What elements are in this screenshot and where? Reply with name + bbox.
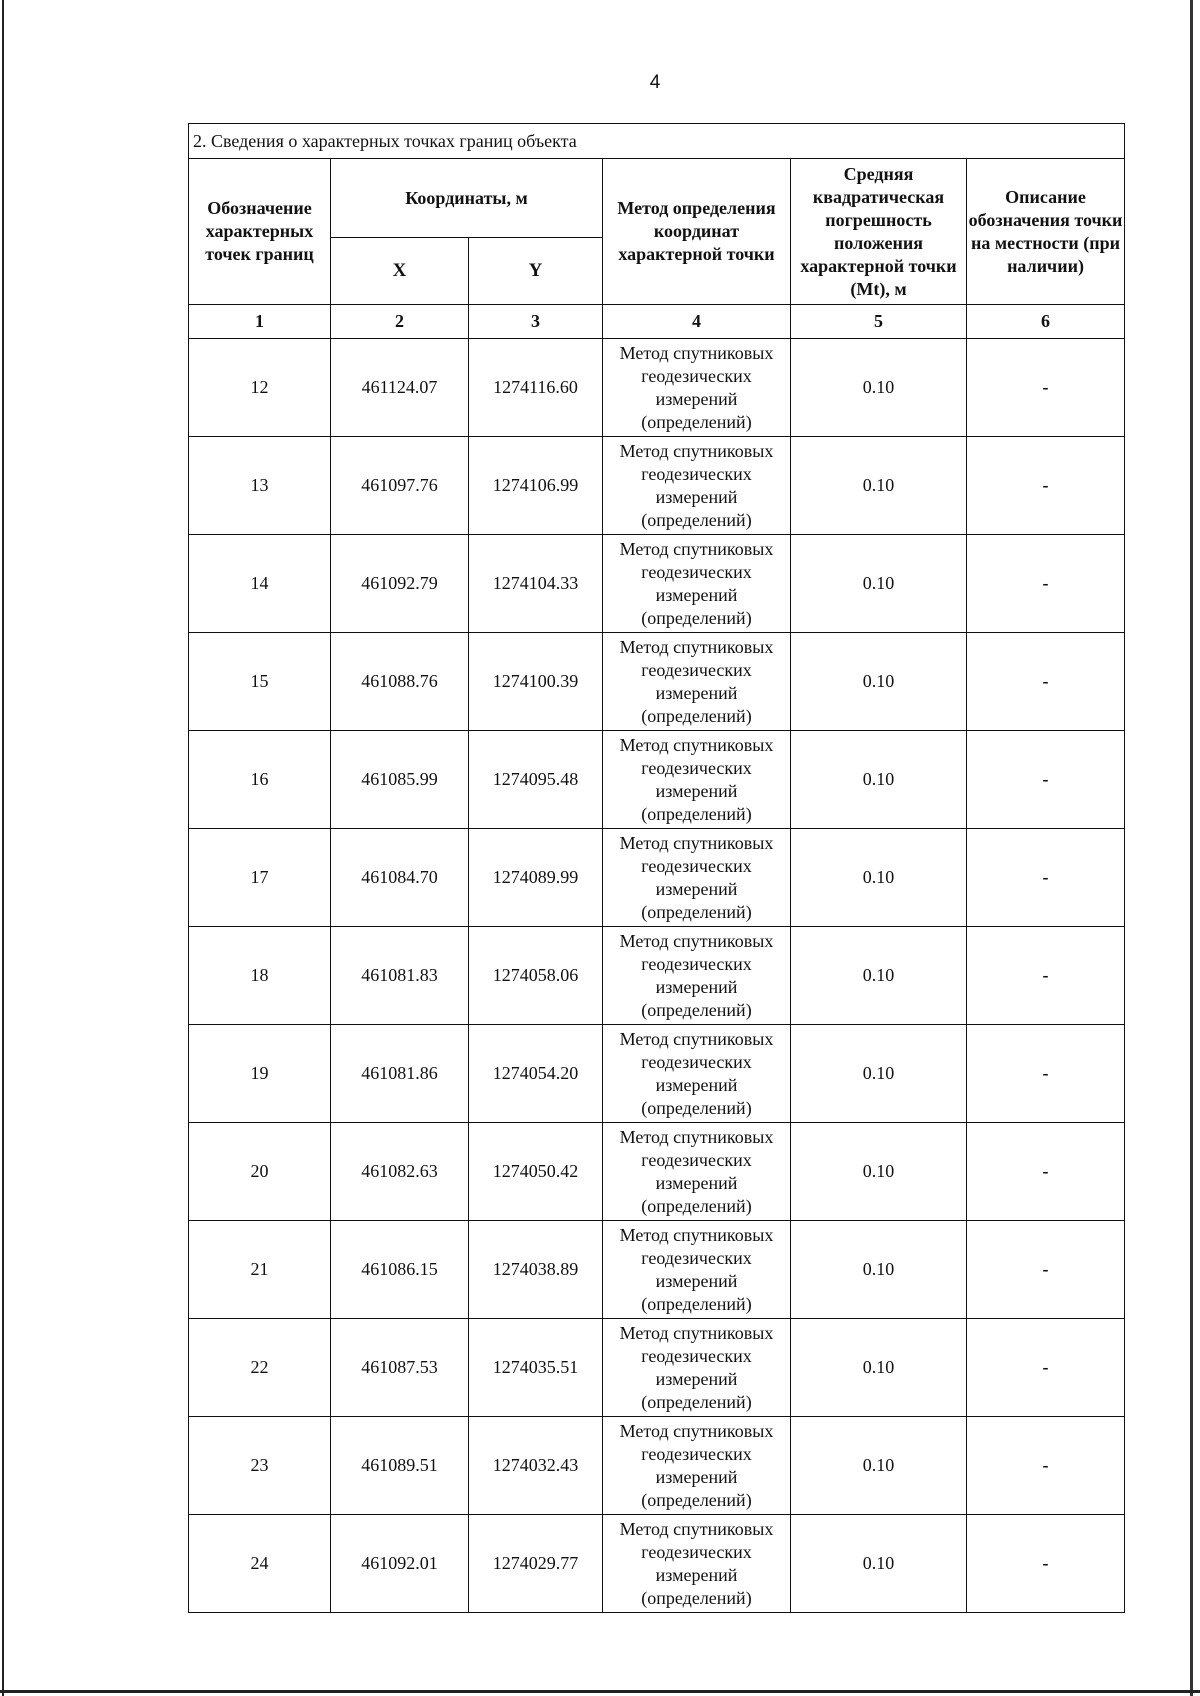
point-cell: 13 <box>189 437 331 535</box>
column-number: 2 <box>331 305 469 339</box>
method-cell: Метод спутниковых геодезических измерений (определений) <box>603 1221 791 1319</box>
table-row <box>189 1319 1125 1417</box>
x-coordinate-cell: 461082.63 <box>331 1123 469 1221</box>
x-coordinate-cell: 461089.51 <box>331 1417 469 1515</box>
point-cell: 17 <box>189 829 331 927</box>
column-number: 4 <box>603 305 791 339</box>
method-cell: Метод спутниковых геодезических измерений (определений) <box>603 731 791 829</box>
method-cell: Метод спутниковых геодезических измерений (определений) <box>603 437 791 535</box>
method-cell: Метод спутниковых геодезических измерений (определений) <box>603 1515 791 1613</box>
table-row <box>189 437 1125 535</box>
page-number: 4 <box>649 72 661 93</box>
boundary-points-table <box>188 123 1125 1613</box>
method-cell: Метод спутниковых геодезических измерений (определений) <box>603 927 791 1025</box>
mean-error-cell: 0.10 <box>791 535 967 633</box>
description-cell: - <box>967 1221 1125 1319</box>
header-method: Метод определения координат характерной точки <box>603 159 791 305</box>
mean-error-cell: 0.10 <box>791 829 967 927</box>
x-coordinate-cell: 461092.01 <box>331 1515 469 1613</box>
point-cell: 14 <box>189 535 331 633</box>
mean-error-cell: 0.10 <box>791 731 967 829</box>
column-number: 1 <box>189 305 331 339</box>
header-row-top <box>189 159 1125 238</box>
y-coordinate-cell: 1274050.42 <box>469 1123 603 1221</box>
y-coordinate-cell: 1274100.39 <box>469 633 603 731</box>
table-row <box>189 1221 1125 1319</box>
point-cell: 18 <box>189 927 331 1025</box>
table-row <box>189 829 1125 927</box>
description-cell: - <box>967 1123 1125 1221</box>
y-coordinate-cell: 1274035.51 <box>469 1319 603 1417</box>
mean-error-cell: 0.10 <box>791 927 967 1025</box>
x-coordinate-cell: 461087.53 <box>331 1319 469 1417</box>
point-cell: 23 <box>189 1417 331 1515</box>
x-coordinate-cell: 461088.76 <box>331 633 469 731</box>
y-coordinate-cell: 1274104.33 <box>469 535 603 633</box>
point-cell: 24 <box>189 1515 331 1613</box>
point-cell: 22 <box>189 1319 331 1417</box>
x-coordinate-cell: 461081.86 <box>331 1025 469 1123</box>
column-number: 5 <box>791 305 967 339</box>
header-y: Y <box>469 238 603 305</box>
method-cell: Метод спутниковых геодезических измерений (определений) <box>603 1319 791 1417</box>
table-row <box>189 731 1125 829</box>
y-coordinate-cell: 1274089.99 <box>469 829 603 927</box>
x-coordinate-cell: 461097.76 <box>331 437 469 535</box>
point-cell: 20 <box>189 1123 331 1221</box>
mean-error-cell: 0.10 <box>791 1515 967 1613</box>
method-cell: Метод спутниковых геодезических измерений (определений) <box>603 339 791 437</box>
method-cell: Метод спутниковых геодезических измерений (определений) <box>603 633 791 731</box>
point-cell: 21 <box>189 1221 331 1319</box>
mean-error-cell: 0.10 <box>791 633 967 731</box>
table-row <box>189 1123 1125 1221</box>
x-coordinate-cell: 461084.70 <box>331 829 469 927</box>
x-coordinate-cell: 461081.83 <box>331 927 469 1025</box>
table-row <box>189 927 1125 1025</box>
description-cell: - <box>967 731 1125 829</box>
y-coordinate-cell: 1274106.99 <box>469 437 603 535</box>
header-mean-error: Средняя квадратическая погрешность положения характерной точки (Mt), м <box>791 159 967 305</box>
x-coordinate-cell: 461092.79 <box>331 535 469 633</box>
method-cell: Метод спутниковых геодезических измерений (определений) <box>603 829 791 927</box>
column-number: 6 <box>967 305 1125 339</box>
point-cell: 12 <box>189 339 331 437</box>
y-coordinate-cell: 1274032.43 <box>469 1417 603 1515</box>
description-cell: - <box>967 633 1125 731</box>
description-cell: - <box>967 535 1125 633</box>
mean-error-cell: 0.10 <box>791 1221 967 1319</box>
y-coordinate-cell: 1274095.48 <box>469 731 603 829</box>
description-cell: - <box>967 1319 1125 1417</box>
table-row <box>189 633 1125 731</box>
x-coordinate-cell: 461124.07 <box>331 339 469 437</box>
description-cell: - <box>967 1025 1125 1123</box>
description-cell: - <box>967 829 1125 927</box>
table-row <box>189 1025 1125 1123</box>
section-title: 2. Сведения о характерных точках границ объекта <box>189 124 1125 159</box>
table-row <box>189 1515 1125 1613</box>
mean-error-cell: 0.10 <box>791 1025 967 1123</box>
y-coordinate-cell: 1274029.77 <box>469 1515 603 1613</box>
x-coordinate-cell: 461086.15 <box>331 1221 469 1319</box>
point-cell: 16 <box>189 731 331 829</box>
column-number: 3 <box>469 305 603 339</box>
table-row <box>189 535 1125 633</box>
scan-border-right <box>1190 0 1193 1696</box>
point-cell: 19 <box>189 1025 331 1123</box>
mean-error-cell: 0.10 <box>791 1123 967 1221</box>
mean-error-cell: 0.10 <box>791 339 967 437</box>
method-cell: Метод спутниковых геодезических измерений (определений) <box>603 1417 791 1515</box>
y-coordinate-cell: 1274058.06 <box>469 927 603 1025</box>
x-coordinate-cell: 461085.99 <box>331 731 469 829</box>
description-cell: - <box>967 1417 1125 1515</box>
scan-border-bottom <box>0 1690 1200 1693</box>
table-row <box>189 1417 1125 1515</box>
method-cell: Метод спутниковых геодезических измерений (определений) <box>603 535 791 633</box>
description-cell: - <box>967 339 1125 437</box>
mean-error-cell: 0.10 <box>791 437 967 535</box>
header-point-designation: Обозначение характерных точек границ <box>189 159 331 305</box>
section-title-row <box>189 124 1125 159</box>
y-coordinate-cell: 1274054.20 <box>469 1025 603 1123</box>
point-cell: 15 <box>189 633 331 731</box>
column-numbers-row <box>189 305 1125 339</box>
scan-border-left <box>2 0 4 1696</box>
header-coordinates: Координаты, м <box>331 159 603 238</box>
description-cell: - <box>967 1515 1125 1613</box>
table-row <box>189 339 1125 437</box>
header-description: Описание обозначения точки на местности (при наличии) <box>967 159 1125 305</box>
method-cell: Метод спутниковых геодезических измерений (определений) <box>603 1123 791 1221</box>
description-cell: - <box>967 437 1125 535</box>
y-coordinate-cell: 1274116.60 <box>469 339 603 437</box>
y-coordinate-cell: 1274038.89 <box>469 1221 603 1319</box>
table-body <box>189 339 1125 1613</box>
description-cell: - <box>967 927 1125 1025</box>
mean-error-cell: 0.10 <box>791 1319 967 1417</box>
header-x: X <box>331 238 469 305</box>
method-cell: Метод спутниковых геодезических измерений (определений) <box>603 1025 791 1123</box>
mean-error-cell: 0.10 <box>791 1417 967 1515</box>
